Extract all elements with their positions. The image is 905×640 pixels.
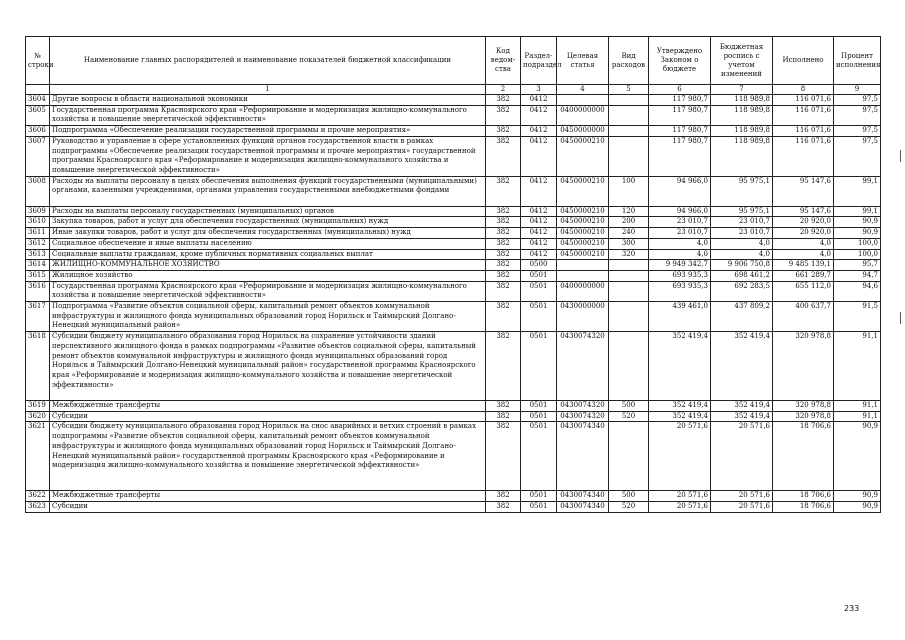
table-cell: 0450000210 [557,176,609,206]
column-number: 4 [557,85,609,95]
table-cell: 0412 [521,206,557,217]
table-cell: 4,0 [773,249,834,260]
table-cell: 0450000210 [557,206,609,217]
table-cell: 0430074340 [557,491,609,502]
table-cell: 9 949 342,7 [649,260,711,271]
table-cell: Подпрограмма «Обеспечение реализации государственной программы и прочие мероприятия» [50,126,486,137]
table-cell: Другие вопросы в области национальной экономики [50,95,486,106]
table-cell: 3605 [26,105,50,125]
table-cell [609,332,649,401]
table-cell: Межбюджетные трансферты [50,491,486,502]
table-cell: 95 147,6 [773,206,834,217]
table-cell: 439 461,0 [649,302,711,332]
table-cell: 3622 [26,491,50,502]
table-row [26,422,881,491]
table-cell: 0501 [521,281,557,301]
table-cell: 120 [609,206,649,217]
table-cell: 4,0 [649,238,711,249]
table-cell: 320 978,8 [773,401,834,412]
table-cell: Социальное обеспечение и иные выплаты населению [50,238,486,249]
table-cell: 97,5 [834,95,881,106]
column-number: 7 [711,85,773,95]
table-cell: 0501 [521,411,557,422]
table-cell: 18 706,6 [773,502,834,513]
table-cell: 0501 [521,401,557,412]
table-cell: 9 485 139,1 [773,260,834,271]
table-cell: 20 571,6 [649,422,711,491]
table-cell [609,302,649,332]
table-cell: 3615 [26,270,50,281]
table-row [26,491,881,502]
table-cell: 117 980,7 [649,105,711,125]
table-cell: 91,1 [834,401,881,412]
table-cell: 117 980,7 [649,136,711,176]
scan-edge-mark [900,150,901,162]
table-cell: Межбюджетные трансферты [50,401,486,412]
table-cell: 0430074320 [557,332,609,401]
table-cell: Субсидии бюджету муниципального образования город Норильск на сохранение устойчивости зданий перспективного жилищного фонда в рамках подпрограммы «Развитие объектов социальной сферы, капитальный ремонт объектов коммунальной инфраструктуры и жилищного фонда муниципальных образований город Норильск и Таймырский Долгано-Ненецкий муниципальный район» государственной программы Красноярского края «Реформирование и модернизация жилищно-коммунального хозяйства и повышение энергетической эффективности» [50,332,486,401]
table-row [26,411,881,422]
table-cell [609,126,649,137]
page-number: 233 [844,604,860,613]
table-cell: 118 989,8 [711,95,773,106]
table-row [26,260,881,271]
table-row [26,502,881,513]
table-cell: Субсидии бюджету муниципального образования город Норильск на снос аварийных и ветхих строений в рамках подпрограммы «Развитие объектов социальной сферы, капитальный ремонт объектов коммунальной инфраструктуры и жилищного фонда муниципальных образований город Норильск и Таймырский Долгано-Ненецкий муниципальный район» государственной программы Красноярского края «Реформирование и модернизация жилищно-коммунального хозяйства и повышение энергетической эффективности» [50,422,486,491]
table-cell: 20 920,0 [773,228,834,239]
table-cell: 100 [609,176,649,206]
table-cell: 3620 [26,411,50,422]
table-cell: 90,9 [834,491,881,502]
table-cell: 437 809,2 [711,302,773,332]
header-cell: Код ведом-ства [486,37,521,85]
table-cell: 4,0 [649,249,711,260]
table-cell: 661 289,7 [773,270,834,281]
table-cell: 320 978,8 [773,332,834,401]
table-cell: Расходы на выплаты персоналу государственных (муниципальных) органов [50,206,486,217]
table-cell: 0430000000 [557,302,609,332]
table-cell: 0412 [521,105,557,125]
header-cell: Бюджетная роспись с учетом изменений [711,37,773,85]
table-cell: 116 071,6 [773,95,834,106]
table-cell: 382 [486,136,521,176]
table-cell: 20 571,6 [649,491,711,502]
table-cell [609,105,649,125]
table-cell: 3608 [26,176,50,206]
table-cell: Государственная программа Красноярского края «Реформирование и модернизация жилищно-коммунального хозяйства и повышение энергетической эффективности» [50,105,486,125]
table-cell: 3613 [26,249,50,260]
table-cell: 94,7 [834,270,881,281]
table-cell: 99,1 [834,176,881,206]
table-cell: 0501 [521,332,557,401]
table-cell: 0400000000 [557,105,609,125]
table-row [26,238,881,249]
table-row [26,136,881,176]
table-cell: 655 112,0 [773,281,834,301]
table-cell: 400 637,7 [773,302,834,332]
table-cell: 116 071,6 [773,126,834,137]
table-row [26,228,881,239]
table-cell: 3604 [26,95,50,106]
table-cell: 0412 [521,95,557,106]
table-cell: ЖИЛИЩНО-КОММУНАЛЬНОЕ ХОЗЯЙСТВО [50,260,486,271]
table-cell [609,260,649,271]
table-cell: 0400000000 [557,281,609,301]
header-cell: Вид расходов [609,37,649,85]
table-cell: 0412 [521,228,557,239]
table-cell: 382 [486,126,521,137]
table-cell [557,260,609,271]
table-cell: 3611 [26,228,50,239]
header-cell: Процент исполнения [834,37,881,85]
table-cell: 90,9 [834,422,881,491]
table-cell: Субсидии [50,411,486,422]
header-cell: № строки [26,37,50,85]
table-cell: 100,0 [834,249,881,260]
table-cell: 4,0 [773,238,834,249]
table-cell: 352 419,4 [649,401,711,412]
table-cell: 0412 [521,217,557,228]
table-cell: 97,5 [834,126,881,137]
table-cell: 382 [486,401,521,412]
table-cell: 0501 [521,502,557,513]
table-cell: 3610 [26,217,50,228]
table-cell: 0501 [521,491,557,502]
header-cell: Исполнено [773,37,834,85]
table-cell: 3614 [26,260,50,271]
table-cell: 23 010,7 [711,217,773,228]
table-cell: 95 147,6 [773,176,834,206]
table-cell: 520 [609,502,649,513]
table-cell: 0500 [521,260,557,271]
table-cell: 382 [486,281,521,301]
table-cell: 95 975,1 [711,206,773,217]
table-cell: 382 [486,422,521,491]
table-cell: 382 [486,228,521,239]
table-cell: 352 419,4 [649,411,711,422]
table-cell: 320 978,8 [773,411,834,422]
table-cell: 0412 [521,126,557,137]
column-number: 6 [649,85,711,95]
table-cell: 500 [609,401,649,412]
table-cell: 0501 [521,302,557,332]
table-cell: 94 966,0 [649,206,711,217]
table-cell: 382 [486,302,521,332]
table-cell [609,95,649,106]
table-cell: 0430074320 [557,401,609,412]
table-cell: 116 071,6 [773,105,834,125]
table-cell [609,270,649,281]
table-cell: 20 571,6 [649,502,711,513]
table-row [26,270,881,281]
table-cell: 0450000210 [557,249,609,260]
table-cell: Жилищное хозяйство [50,270,486,281]
table-cell: 117 980,7 [649,95,711,106]
table-row [26,176,881,206]
table-cell: 0501 [521,422,557,491]
table-cell: 18 706,6 [773,422,834,491]
table-row [26,249,881,260]
column-number: 8 [773,85,834,95]
table-cell: 3612 [26,238,50,249]
column-number: 1 [50,85,486,95]
column-number-row [26,85,881,95]
column-number: 3 [521,85,557,95]
table-cell: Закупка товаров, работ и услуг для обеспечения государственных (муниципальных) нужд [50,217,486,228]
table-cell: 94 966,0 [649,176,711,206]
table-cell: 23 010,7 [711,228,773,239]
table-cell: 200 [609,217,649,228]
table-cell: 3609 [26,206,50,217]
table-cell: 382 [486,260,521,271]
table-cell: Иные закупки товаров, работ и услуг для обеспечения государственных (муниципальных) нужд [50,228,486,239]
table-cell: 0450000000 [557,126,609,137]
table-cell: 692 283,5 [711,281,773,301]
table-cell: 382 [486,502,521,513]
column-number [26,85,50,95]
table-cell: 18 706,6 [773,491,834,502]
table-cell: 240 [609,228,649,239]
table-cell: 0501 [521,270,557,281]
table-cell: 100,0 [834,238,881,249]
table-cell: Социальные выплаты гражданам, кроме публичных нормативных социальных выплат [50,249,486,260]
table-cell: 118 989,8 [711,136,773,176]
table-cell: 693 935,3 [649,270,711,281]
table-cell: Государственная программа Красноярского края «Реформирование и модернизация жилищно-коммунального хозяйства и повышение энергетической эффективности» [50,281,486,301]
table-cell: 352 419,4 [711,332,773,401]
table-cell: 23 010,7 [649,228,711,239]
header-cell: Раздел-подраздел [521,37,557,85]
table-row [26,332,881,401]
table-cell: 382 [486,332,521,401]
table-cell: 90,9 [834,228,881,239]
table-cell: 0430074340 [557,422,609,491]
column-number: 9 [834,85,881,95]
table-cell: 3617 [26,302,50,332]
table-cell: 0430074340 [557,502,609,513]
table-cell: 0412 [521,176,557,206]
table-cell: 3616 [26,281,50,301]
table-cell: 4,0 [711,238,773,249]
table-row [26,105,881,125]
table-cell: 0412 [521,136,557,176]
table-cell: 382 [486,491,521,502]
table-cell: 320 [609,249,649,260]
table-cell: 500 [609,491,649,502]
table-cell: 118 989,8 [711,126,773,137]
table-cell: 117 980,7 [649,126,711,137]
table-cell: 9 906 750,8 [711,260,773,271]
table-cell: 3618 [26,332,50,401]
table-row [26,217,881,228]
table-cell: 382 [486,176,521,206]
table-cell: 0412 [521,238,557,249]
table-cell: 95 975,1 [711,176,773,206]
table-cell: Подпрограмма «Развитие объектов социальной сферы, капитальный ремонт объектов коммунальной инфраструктуры и жилищного фонда муниципальных образований город Норильск и Таймырский Долгано-Ненецкий муниципальный район» [50,302,486,332]
table-cell: 97,5 [834,136,881,176]
table-cell [609,281,649,301]
table-cell: 20 571,6 [711,422,773,491]
header-cell: Наименование главных распорядителей и наименование показателей бюджетной классификации [50,37,486,85]
table-row [26,401,881,412]
table-cell: 3606 [26,126,50,137]
table-cell: 352 419,4 [711,401,773,412]
table-cell [609,136,649,176]
table-cell: 99,1 [834,206,881,217]
table-cell: 3621 [26,422,50,491]
table-cell: 97,5 [834,105,881,125]
header-cell: Утверждено Законом о бюджете [649,37,711,85]
table-cell: 382 [486,270,521,281]
table-cell: 94,6 [834,281,881,301]
table-cell: 0450000210 [557,217,609,228]
table-cell: 3619 [26,401,50,412]
table-cell [557,95,609,106]
table-cell: 382 [486,238,521,249]
table-cell: 693 935,3 [649,281,711,301]
table-cell: 0450000210 [557,228,609,239]
header-cell: Целевая статья [557,37,609,85]
table-cell: 0450000210 [557,238,609,249]
table-cell: 91,1 [834,332,881,401]
column-number: 2 [486,85,521,95]
table-cell: 116 071,6 [773,136,834,176]
table-cell: 382 [486,249,521,260]
header-row [26,37,881,85]
table-cell: 352 419,4 [649,332,711,401]
table-row [26,206,881,217]
table-cell [609,422,649,491]
table-cell: 698 461,2 [711,270,773,281]
table-cell: 3623 [26,502,50,513]
table-cell: 91,1 [834,411,881,422]
table-cell: 382 [486,105,521,125]
table-cell: 382 [486,95,521,106]
table-cell: 0412 [521,249,557,260]
table-cell: 4,0 [711,249,773,260]
table-body [26,95,881,513]
table-cell: 23 010,7 [649,217,711,228]
table-cell: 90,9 [834,502,881,513]
table-cell: 382 [486,411,521,422]
table-cell: 0450000210 [557,136,609,176]
table-cell: 20 571,6 [711,491,773,502]
table-row [26,126,881,137]
table-cell: Расходы на выплаты персоналу в целях обеспечения выполнения функций государственными (муниципальными) органами, казенными учреждениями, органами управления государственными внебюджетными фондами [50,176,486,206]
table-cell [557,270,609,281]
table-cell: 91,5 [834,302,881,332]
scan-edge-mark [900,312,901,324]
table-cell: 20 920,0 [773,217,834,228]
table-row [26,281,881,301]
table-row [26,302,881,332]
table-cell: 95,7 [834,260,881,271]
table-cell: 300 [609,238,649,249]
budget-table [25,36,881,513]
table-cell: 0430074320 [557,411,609,422]
table-cell: 520 [609,411,649,422]
table-cell: 90,9 [834,217,881,228]
table-cell: 3607 [26,136,50,176]
table-cell: 382 [486,206,521,217]
table-cell: Руководство и управление в сфере установленных функций органов государственной власти в рамках подпрограммы «Обеспечение реализации государственной программы и прочие мероприятия» государственной программы Красноярского края «Реформирование и модернизация жилищно-коммунального хозяйства и повышение энергетической эффективности» [50,136,486,176]
table-cell: 20 571,6 [711,502,773,513]
table-cell: 118 989,8 [711,105,773,125]
column-number: 5 [609,85,649,95]
table-cell: Субсидии [50,502,486,513]
table-cell: 382 [486,217,521,228]
table-row [26,95,881,106]
table-cell: 352 419,4 [711,411,773,422]
